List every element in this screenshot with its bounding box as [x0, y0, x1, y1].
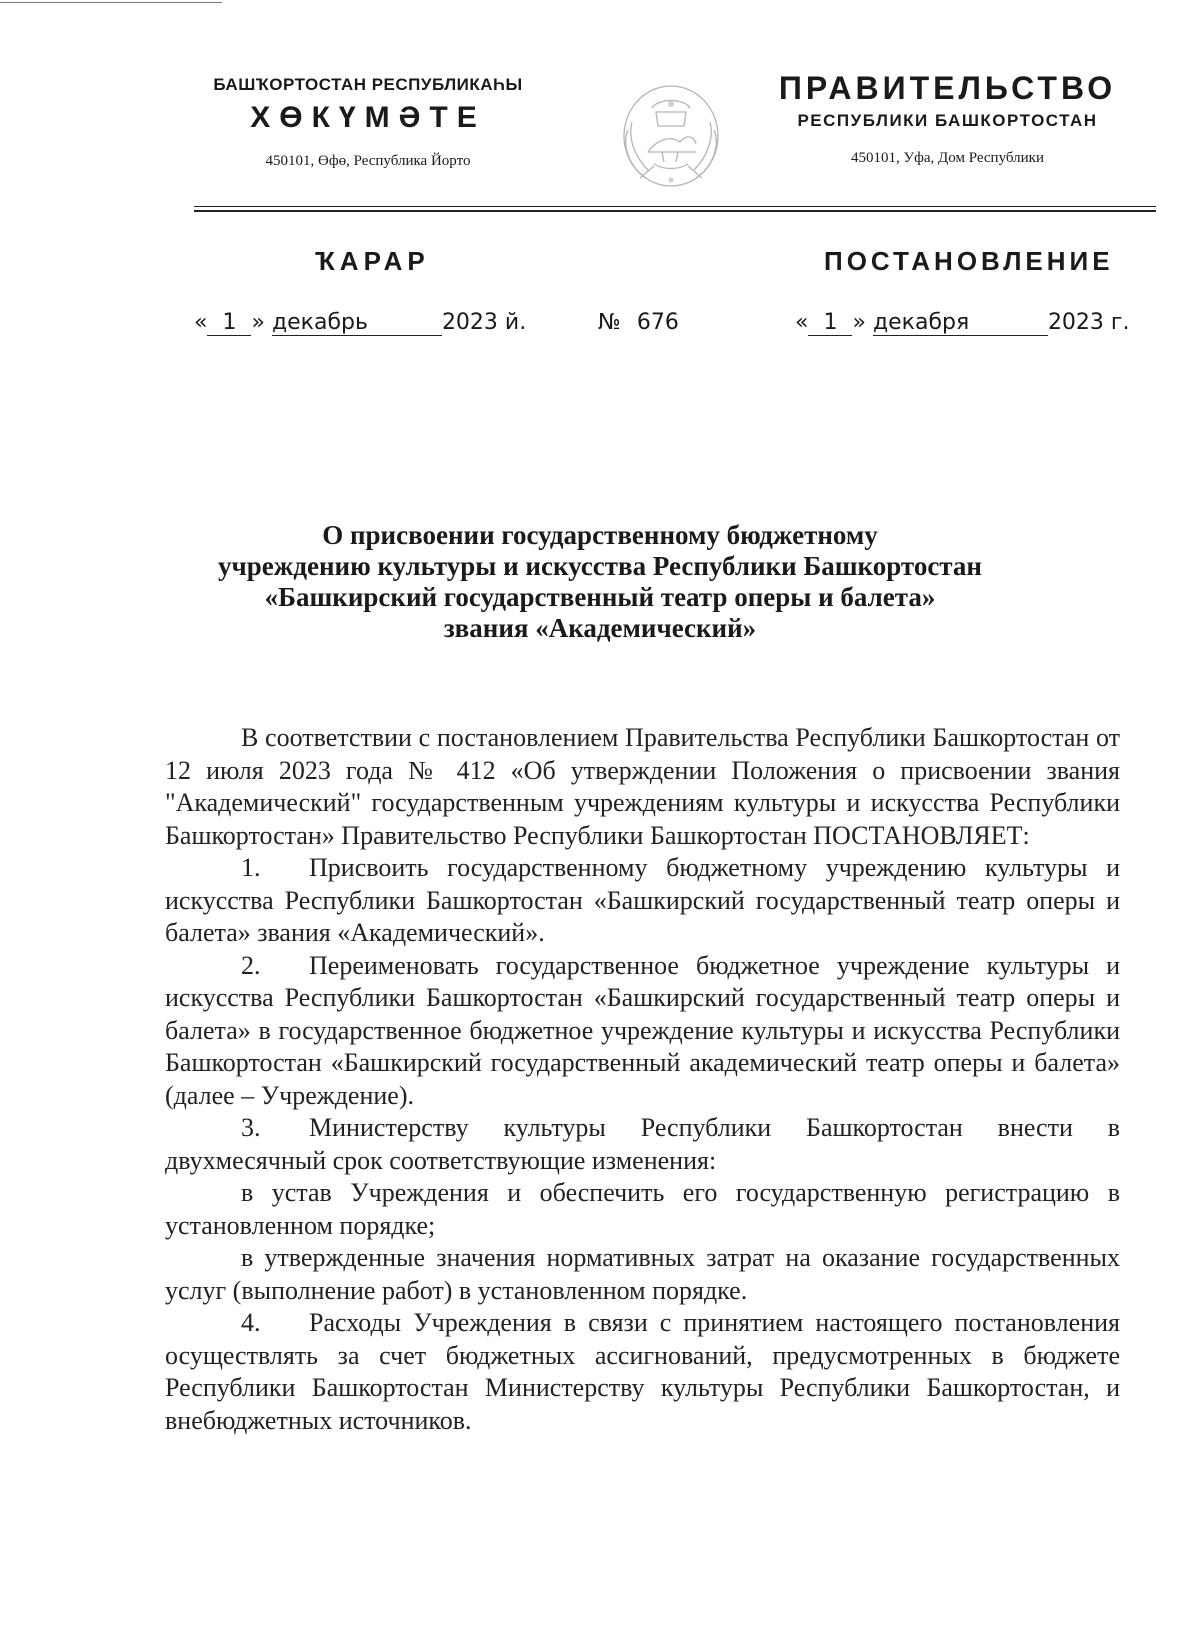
item-number: 1. [241, 853, 261, 882]
document-title [150, 520, 1050, 644]
header-divider-thin [194, 206, 1156, 207]
item-text: Переименовать государственное бюджетное учреждение культуры и искусства Республики Башкортостан «Башкирский государственный театр оперы и балета» в государственное бюджетное учреждение культуры и искусства Республики Башкортостан «Башкирский государственный академический театр оперы и балета» (далее – Учреждение). [165, 950, 1120, 1110]
date-left-day: 1 [207, 311, 251, 336]
date-right-day: 1 [808, 311, 852, 336]
doc-kind-russian: ПОСТАНОВЛЕНИЕ [824, 246, 1114, 276]
header-russian-block [770, 70, 1125, 167]
item-text: Министерству культуры Республики Башкортостан внести в двухмесячный срок соответствующие изменения: [165, 1113, 1120, 1175]
date-russian [795, 310, 1129, 336]
item-text: Расходы Учреждения в связи с принятием настоящего постановления осуществлять за счет бюджетных ассигнований, предусмотренных в бюджете Республики Башкортостан Министерству культуры Республики Башкортостан, и внебюджетных источников. [165, 1308, 1120, 1435]
date-left-month: декабрь [272, 311, 442, 336]
date-right-month: декабря [873, 311, 1048, 336]
body-item-3 [165, 1112, 1120, 1177]
date-right-close-quote: » [852, 310, 866, 335]
document-body [165, 722, 1120, 1437]
scan-edge-line [0, 2, 222, 3]
coat-of-arms-emblem-icon [618, 82, 724, 190]
doc-kind-bashkir: ҠАРАР [315, 246, 430, 276]
header-right-government: ПРАВИТЕЛЬСТВО [778, 70, 1117, 106]
body-item-2 [165, 950, 1120, 1113]
title-line: учреждению культуры и искусства Республики Башкортостан [218, 551, 982, 581]
header-left-address: 450101, Өфө, Республика Йорто [265, 153, 471, 169]
date-right-year: 2023 г. [1047, 310, 1130, 335]
document-number [598, 310, 679, 335]
body-intro: В соответствии с постановлением Правительства Республики Башкортостан от 12 июля 2023 года № 412 «Об утверждении Положения о присвоении звания "Академический" государственным учреждениям культуры и искусства Республики Башкортостан» Правительство Республики Башкортостан ПОСТАНОВЛЯЕТ: [165, 723, 1120, 850]
header-left-republic: БАШҠОРТОСТАН РЕСПУБЛИКАҺЫ [213, 75, 523, 94]
header-right-republic: РЕСПУБЛИКИ БАШКОРТОСТАН [797, 111, 1098, 130]
header-divider-thick [194, 210, 1156, 212]
item-number: 4. [241, 1308, 261, 1337]
date-left-close-quote: » [251, 310, 265, 335]
body-item-1 [165, 852, 1120, 950]
date-left-open-quote: « [194, 310, 208, 335]
header-bashkir-block [158, 75, 578, 170]
body-item-4 [165, 1307, 1120, 1437]
number-value: 676 [636, 310, 679, 335]
title-line: звания «Академический» [443, 613, 757, 643]
item-number: 2. [241, 950, 261, 980]
date-bashkir [194, 310, 526, 336]
header-right-address: 450101, Уфа, Дом Республики [851, 150, 1044, 166]
header-left-government: ХӨКҮМӘТЕ [250, 101, 486, 134]
body-item-3-b: в утвержденные значения нормативных затрат на оказание государственных услуг (выполнение работ) в установленном порядке. [165, 1243, 1120, 1305]
title-line: «Башкирский государственный театр оперы и балета» [264, 582, 936, 612]
date-right-open-quote: « [795, 310, 809, 335]
item-text: Присвоить государственному бюджетному учреждению культуры и искусства Республики Башкортостан «Башкирский государственный театр оперы и балета» звания «Академический». [165, 853, 1120, 947]
title-line: О присвоении государственному бюджетному [322, 520, 878, 550]
item-number: 3. [241, 1113, 261, 1142]
number-sign: № [598, 310, 621, 335]
date-left-year: 2023 й. [441, 310, 527, 335]
body-item-3-a: в устав Учреждения и обеспечить его государственную регистрацию в установленном порядке; [165, 1178, 1120, 1240]
